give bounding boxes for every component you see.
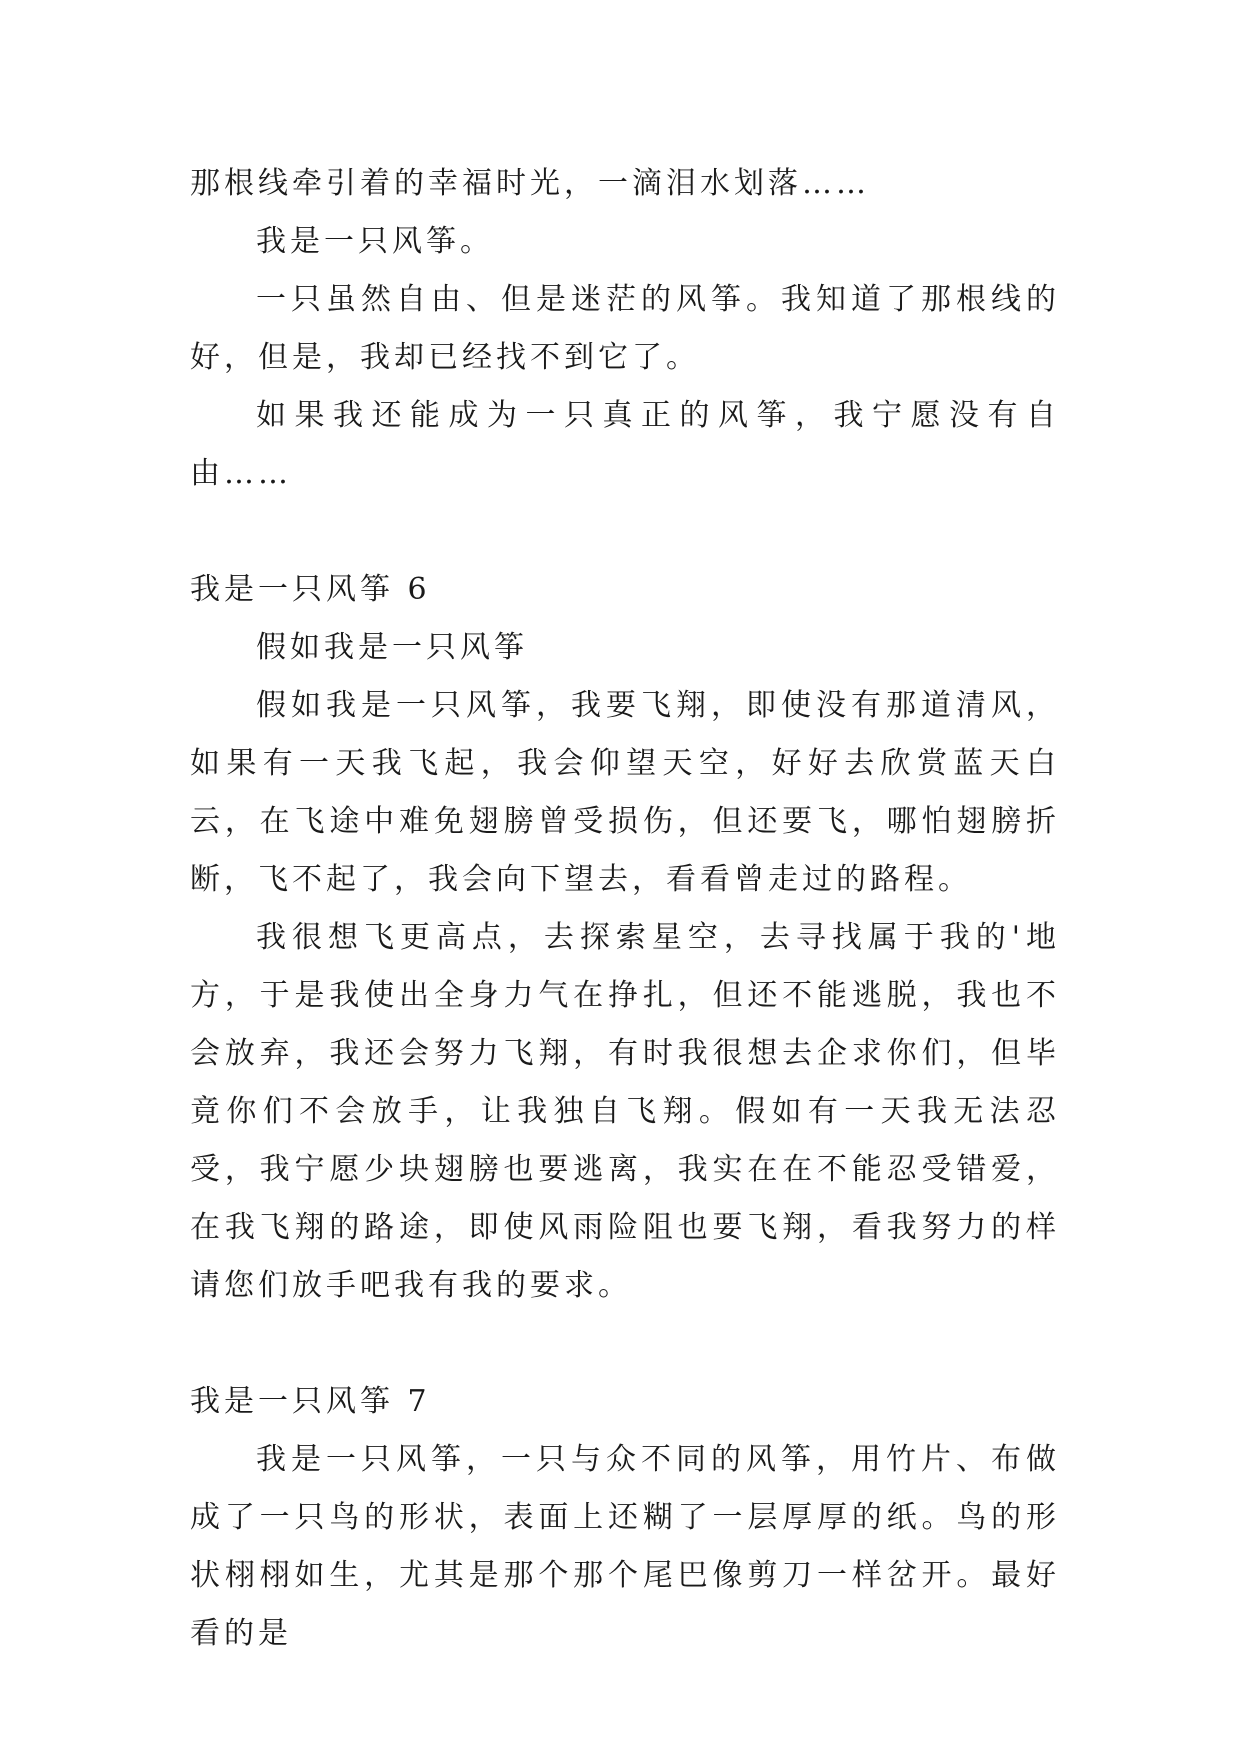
document-page	[190, 155, 1060, 1663]
paragraph: 我很想飞更高点，去探索星空，去寻找属于我的'地方，于是我使出全身力气在挣扎，但还不能逃脱，我也不会放弃，我还会努力飞翔，有时我很想去企求你们，但毕竟你们不会放手，让我独自飞翔。假如有一天我无法忍受，我宁愿少块翅膀也要逃离，我实在在不能忍受错爱，在我飞翔的路途，即使风雨险阻也要飞翔，看我努力的样请您们放手吧我有我的要求。	[190, 920, 1060, 1303]
section-heading: 我是一只风筝 7	[190, 1384, 431, 1419]
section-gap	[190, 1315, 1060, 1373]
paragraph: 我是一只风筝。	[256, 224, 494, 259]
paragraph: 如果我还能成为一只真正的风筝，我宁愿没有自由……	[190, 398, 1060, 491]
paragraph: 假如我是一只风筝，我要飞翔，即使没有那道清风，如果有一天我飞起，我会仰望天空，好好去欣赏蓝天白云，在飞途中难免翅膀曾受损伤，但还要飞，哪怕翅膀折断，飞不起了，我会向下望去，看看曾走过的路程。	[190, 688, 1060, 897]
paragraph: 我是一只风筝，一只与众不同的风筝，用竹片、布做成了一只鸟的形状，表面上还糊了一层厚厚的纸。鸟的形状栩栩如生，尤其是那个那个尾巴像剪刀一样岔开。最好看的是	[190, 1442, 1060, 1651]
section-heading: 我是一只风筝 6	[190, 572, 431, 607]
paragraph: 假如我是一只风筝	[256, 630, 528, 665]
paragraph: 一只虽然自由、但是迷茫的风筝。我知道了那根线的好，但是，我却已经找不到它了。	[190, 282, 1060, 375]
paragraph: 那根线牵引着的幸福时光，一滴泪水划落……	[190, 166, 870, 201]
section-gap	[190, 503, 1060, 561]
